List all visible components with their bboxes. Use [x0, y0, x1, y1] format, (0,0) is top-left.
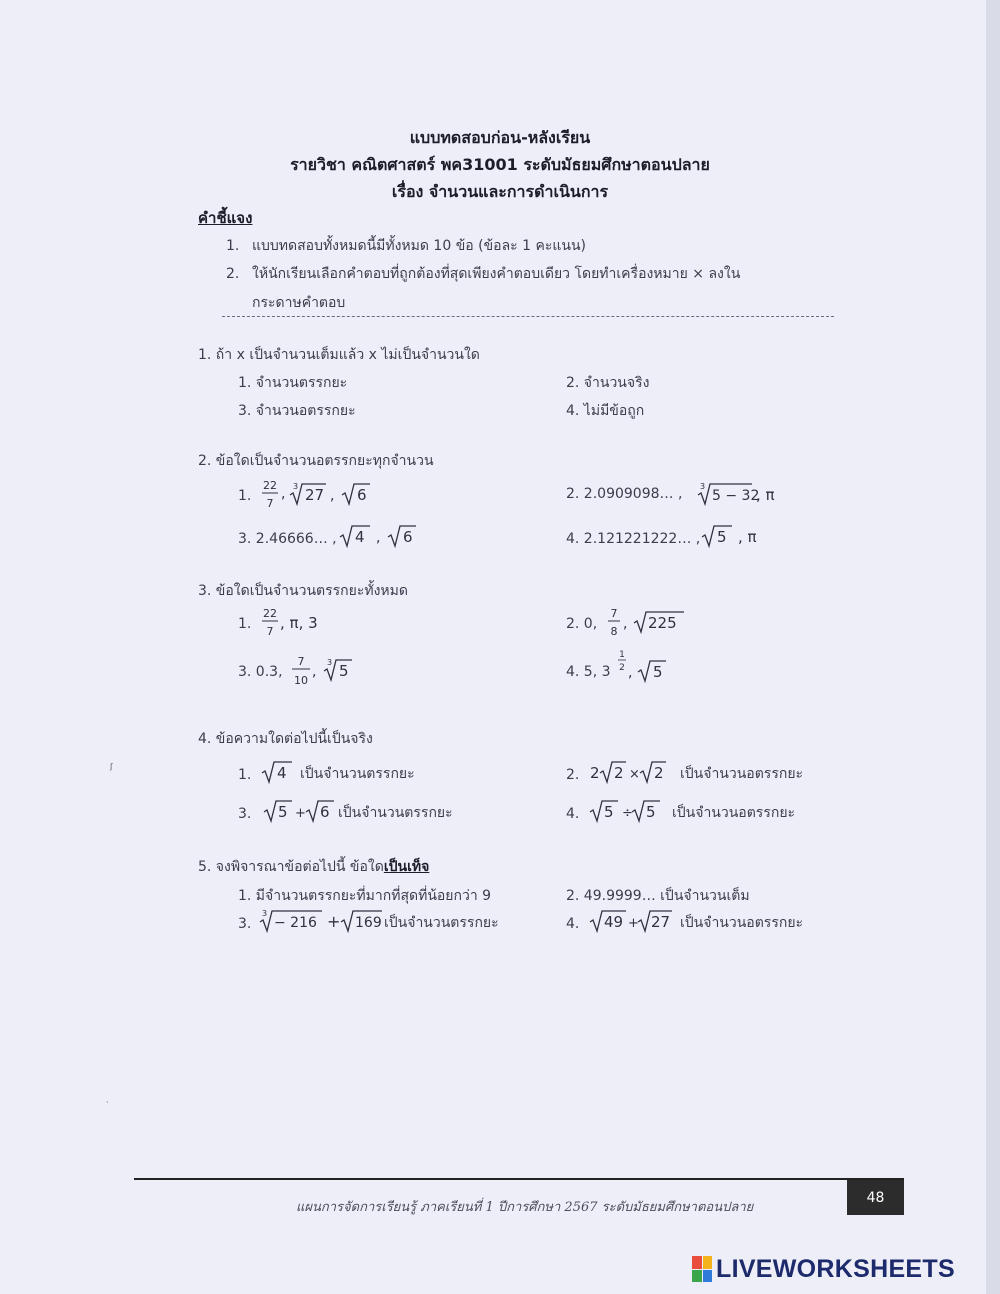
svg-text:2: 2 — [654, 764, 664, 782]
svg-text:7: 7 — [610, 607, 618, 620]
svg-text:+: + — [628, 916, 639, 931]
q2-option-4-text[interactable]: 4. 2.121221222… , — [566, 531, 701, 547]
svg-text:3: 3 — [327, 658, 333, 667]
svg-text:27: 27 — [305, 486, 325, 504]
svg-text:10: 10 — [294, 674, 308, 687]
liveworksheets-logo — [692, 1254, 955, 1284]
svg-text:3: 3 — [262, 909, 268, 918]
stray-dot: · — [106, 1098, 109, 1107]
q3-option-4-text[interactable]: 4. 5, 3 — [566, 664, 611, 680]
question-3: 3. ข้อใดเป็นจำนวนตรรกยะทั้งหมด — [198, 583, 408, 599]
svg-text:5: 5 — [339, 662, 349, 680]
q5-option-4-math — [588, 904, 818, 936]
svg-text:เป็นจำนวนอตรรกยะ: เป็นจำนวนอตรรกยะ — [672, 805, 796, 821]
svg-text:6: 6 — [357, 486, 367, 504]
q3-option-4-math — [618, 644, 678, 688]
q5-option-2[interactable]: 2. 49.9999… เป็นจำนวนเต็ม — [566, 888, 750, 904]
q2-option-2-text[interactable]: 2. 2.0909098… , — [566, 486, 683, 502]
topic-title: เรื่อง จำนวนและการดำเนินการ — [391, 182, 609, 201]
svg-text:2: 2 — [590, 764, 600, 782]
q4-option-3-number[interactable]: 3. — [238, 806, 252, 822]
brand-icon — [692, 1256, 712, 1282]
svg-text:5: 5 — [278, 803, 288, 821]
svg-text:7: 7 — [297, 655, 305, 668]
q3-option-1-math — [260, 602, 340, 642]
svg-text:เป็นจำนวนอตรรกยะ: เป็นจำนวนอตรรกยะ — [680, 915, 804, 931]
q4-option-4-math — [588, 795, 818, 827]
question-5: 5. จงพิจารณาข้อต่อไปนี้ ข้อใดเป็นเท็จ — [198, 859, 430, 875]
q5-option-3-math — [258, 904, 518, 936]
svg-text:, π: , π — [738, 528, 757, 546]
svg-text:49: 49 — [604, 913, 624, 931]
svg-text:,: , — [376, 530, 381, 546]
svg-text:, π, 3: , π, 3 — [280, 614, 318, 632]
instruction-item-cont: กระดาษคำตอบ — [252, 295, 346, 311]
q3-option-1-number[interactable]: 1. — [238, 616, 252, 632]
svg-text:1: 1 — [619, 650, 625, 660]
svg-text:7: 7 — [266, 497, 274, 510]
q1-option-4[interactable]: 4. ไม่มีข้อถูก — [566, 403, 645, 419]
svg-text:,: , — [312, 664, 317, 680]
svg-text:, π: , π — [756, 486, 775, 504]
q2-option-2-math — [696, 474, 796, 510]
svg-text:+: + — [327, 912, 341, 931]
svg-text:22: 22 — [263, 479, 277, 492]
q1-option-2[interactable]: 2. จำนวนจริง — [566, 375, 650, 391]
question-1: 1. ถ้า x เป็นจำนวนเต็มแล้ว x ไม่เป็นจำนวนใด — [198, 347, 480, 363]
svg-text:169: 169 — [355, 915, 382, 931]
q2-option-3-text[interactable]: 3. 2.46666… , — [238, 531, 337, 547]
q4-option-3-math — [262, 795, 482, 827]
instruction-item: 2. ให้นักเรียนเลือกคำตอบที่ถูกต้องที่สุดเพียงคำตอบเดียว โดยทำเครื่องหมาย × ลงใน — [226, 266, 741, 282]
svg-text:,: , — [623, 616, 628, 632]
q4-option-1-math — [260, 756, 420, 788]
q3-option-2-text[interactable]: 2. 0, — [566, 616, 598, 632]
svg-text:27: 27 — [651, 913, 671, 931]
q2-option-4-math — [700, 520, 780, 552]
q2-option-1-math — [260, 474, 390, 514]
question-5-emphasis: เป็นเท็จ — [383, 859, 430, 875]
svg-text:8: 8 — [610, 625, 618, 638]
svg-text:+: + — [295, 806, 306, 821]
instruction-item: 1. แบบทดสอบทั้งหมดนี้มีทั้งหมด 10 ข้อ (ข้อละ 1 คะแนน) — [226, 238, 586, 254]
svg-text:เป็นจำนวนตรรกยะ: เป็นจำนวนตรรกยะ — [300, 766, 415, 782]
svg-text:225: 225 — [648, 614, 677, 632]
svg-text:− 216: − 216 — [274, 915, 317, 931]
svg-text:เป็นจำนวนอตรรกยะ: เป็นจำนวนอตรรกยะ — [680, 766, 804, 782]
brand-name: LIVEWORKSHEETS — [716, 1254, 955, 1283]
page-number: 48 — [847, 1180, 904, 1215]
q3-option-3-math — [290, 650, 360, 692]
q5-option-1[interactable]: 1. มีจำนวนตรรกยะที่มากที่สุดที่น้อยกว่า 9 — [238, 888, 492, 904]
q4-option-2-number[interactable]: 2. — [566, 767, 580, 783]
svg-text:4: 4 — [277, 764, 287, 782]
test-title: แบบทดสอบก่อน-หลังเรียน — [409, 128, 591, 147]
svg-text:2: 2 — [619, 663, 625, 673]
question-2: 2. ข้อใดเป็นจำนวนอตรรกยะทุกจำนวน — [198, 453, 434, 469]
q1-option-3[interactable]: 3. จำนวนอตรรกยะ — [238, 403, 356, 419]
svg-text:3: 3 — [700, 482, 706, 491]
footer-text: แผนการจัดการเรียนรู้ ภาคเรียนที่ 1 ปีการศึกษา 2567 ระดับมัธยมศึกษาตอนปลาย — [296, 1200, 754, 1215]
svg-text:6: 6 — [403, 528, 413, 546]
svg-text:4: 4 — [355, 528, 365, 546]
q3-option-3-text[interactable]: 3. 0.3, — [238, 664, 283, 680]
svg-text:เป็นจำนวนตรรกยะ: เป็นจำนวนตรรกยะ — [384, 915, 499, 931]
q5-option-4-number[interactable]: 4. — [566, 916, 580, 932]
q4-option-4-number[interactable]: 4. — [566, 806, 580, 822]
svg-text:,: , — [628, 665, 633, 681]
svg-text:5: 5 — [604, 803, 614, 821]
svg-text:เป็นจำนวนตรรกยะ: เป็นจำนวนตรรกยะ — [338, 805, 453, 821]
q4-option-2-math — [588, 756, 818, 788]
svg-text:22: 22 — [263, 607, 277, 620]
svg-text:,: , — [330, 488, 335, 504]
svg-text:5: 5 — [653, 663, 663, 681]
q4-option-1-number[interactable]: 1. — [238, 767, 252, 783]
course-title: รายวิชา คณิตศาสตร์ พค31001 ระดับมัธยมศึกษาตอนปลาย — [290, 155, 710, 174]
q5-option-3-number[interactable]: 3. — [238, 916, 252, 932]
svg-text:5 − 32: 5 − 32 — [712, 488, 760, 504]
instructions-title: คำชี้แจง — [198, 209, 253, 227]
q3-option-2-math — [604, 602, 694, 642]
footer-rule — [134, 1178, 904, 1180]
q1-option-1[interactable]: 1. จำนวนตรรกยะ — [238, 375, 348, 391]
svg-text:5: 5 — [646, 803, 656, 821]
q2-option-3-math — [338, 520, 428, 552]
svg-text:×: × — [629, 767, 640, 782]
question-4: 4. ข้อความใดต่อไปนี้เป็นจริง — [198, 731, 373, 747]
svg-text:6: 6 — [320, 803, 330, 821]
svg-text:5: 5 — [717, 528, 727, 546]
svg-text:÷: ÷ — [622, 806, 633, 821]
svg-text:2: 2 — [614, 764, 624, 782]
stray-mark: ʃ — [110, 762, 113, 771]
svg-text:3: 3 — [293, 482, 299, 491]
divider — [222, 316, 834, 317]
q2-option-1-number[interactable]: 1. — [238, 488, 252, 504]
svg-text:7: 7 — [266, 625, 274, 638]
svg-text:,: , — [281, 486, 286, 502]
